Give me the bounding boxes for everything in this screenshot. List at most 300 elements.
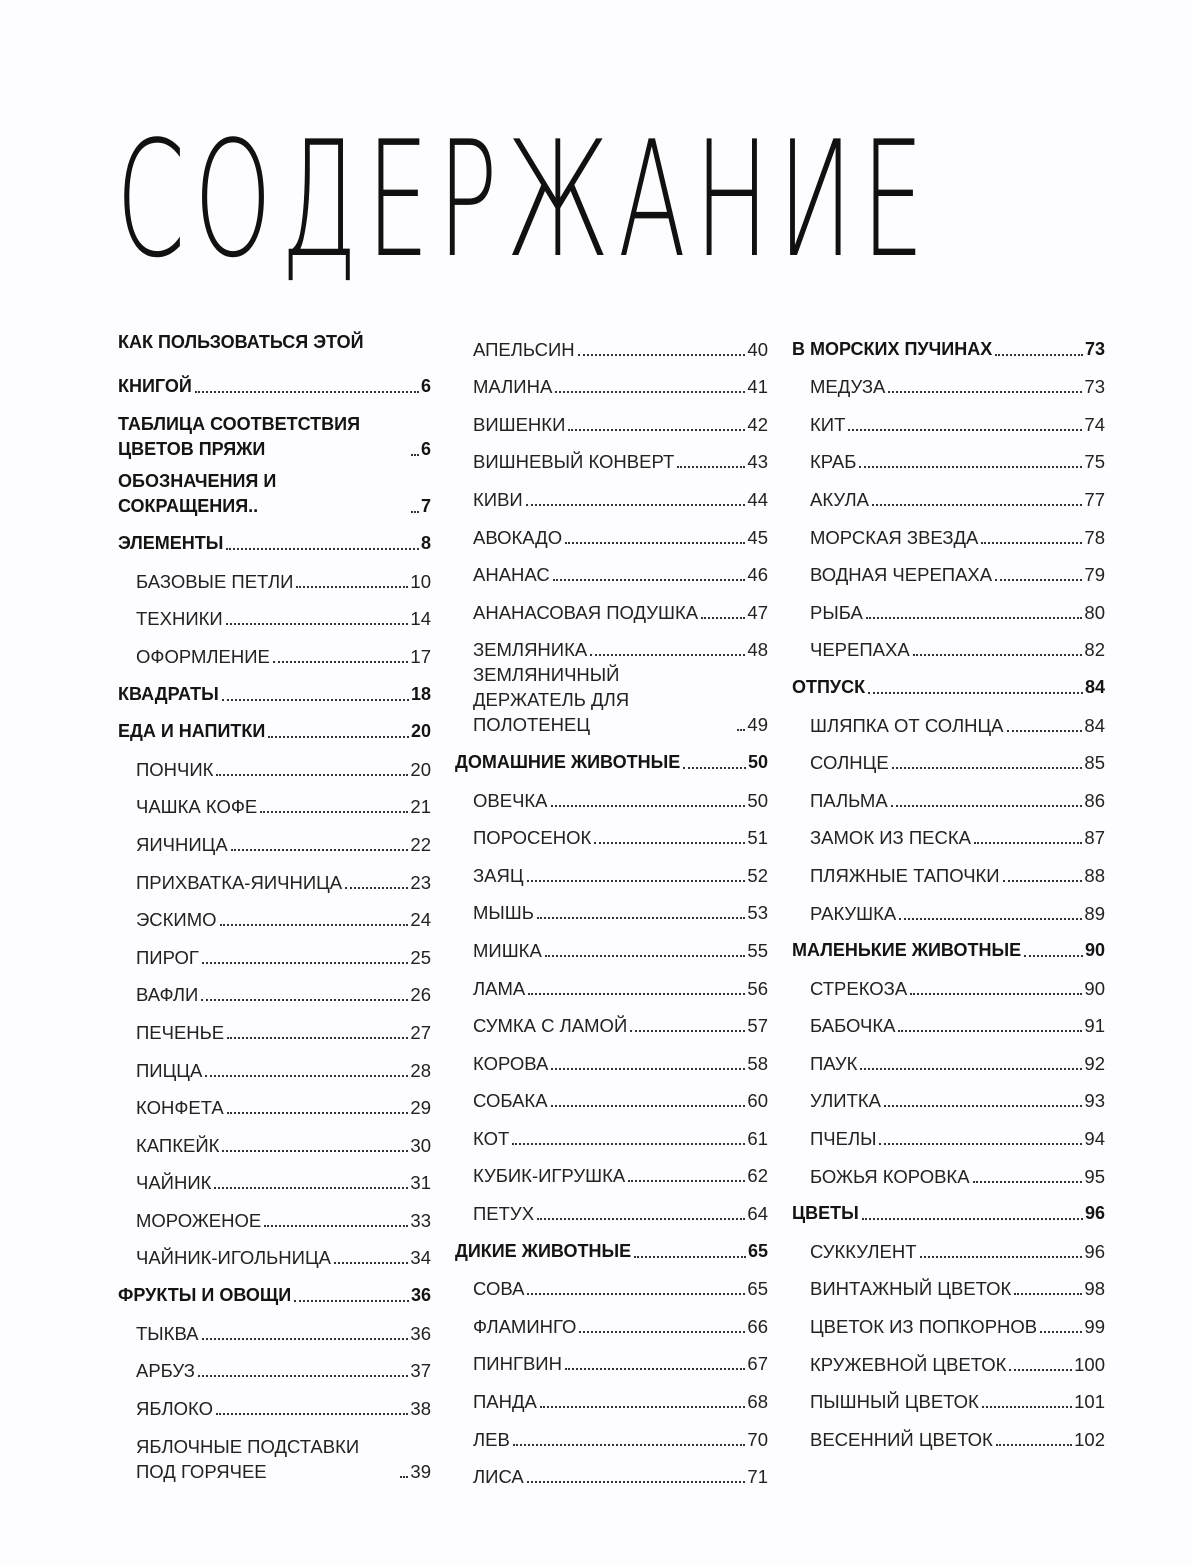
toc-item bbox=[455, 1264, 768, 1302]
toc-page-number: 29 bbox=[410, 1097, 431, 1119]
toc-entry-title: ЛИСА bbox=[473, 1466, 524, 1488]
toc-page-number: 23 bbox=[410, 871, 431, 893]
toc-entry-title: ВИНТАЖНЫЙ ЦВЕТОК bbox=[810, 1278, 1012, 1300]
toc-page-number: 98 bbox=[1084, 1278, 1105, 1300]
toc-entry-title: ФРУКТЫ И ОВОЩИ bbox=[118, 1285, 292, 1306]
toc-section bbox=[792, 926, 1105, 964]
toc-page-number: 44 bbox=[747, 488, 768, 510]
toc-item bbox=[455, 1001, 768, 1039]
toc-page-number: 34 bbox=[410, 1247, 431, 1269]
toc-entry-title: КОНФЕТА bbox=[136, 1097, 224, 1119]
dot-leader bbox=[981, 542, 1082, 544]
toc-page-number: 33 bbox=[410, 1209, 431, 1231]
toc-item bbox=[118, 970, 431, 1008]
toc-entry-title: ВИШЕНКИ bbox=[473, 413, 566, 435]
toc-item bbox=[455, 362, 768, 400]
toc-entry-title: ЦВЕТЫ bbox=[792, 1203, 859, 1224]
toc-entry-title: ТЫКВА bbox=[136, 1322, 199, 1344]
toc-item bbox=[118, 556, 431, 594]
dot-leader bbox=[296, 586, 408, 588]
toc-page-number: 93 bbox=[1084, 1090, 1105, 1112]
toc-page-number: 6 bbox=[420, 438, 431, 459]
toc-entry-title: АВОКАДО bbox=[473, 526, 563, 548]
toc-entry-title: ЧАЙНИК bbox=[136, 1172, 212, 1194]
dot-leader bbox=[860, 1068, 1082, 1070]
toc-entry-title: СОЛНЦЕ bbox=[810, 752, 889, 774]
toc-page-number: 20 bbox=[410, 758, 431, 780]
toc-page-number: 70 bbox=[747, 1428, 768, 1450]
dot-leader bbox=[1003, 880, 1083, 882]
toc-entry-title: ВОДНАЯ ЧЕРЕПАХА bbox=[810, 564, 993, 586]
toc-page-number: 24 bbox=[410, 909, 431, 931]
toc-entry-title: АНАНАС bbox=[473, 564, 550, 586]
toc-entry-title: СУККУЛЕНТ bbox=[810, 1240, 917, 1262]
toc-item bbox=[792, 1339, 1105, 1377]
toc-entry-title: ПОРОСЕНОК bbox=[473, 827, 592, 849]
toc-page-number: 26 bbox=[410, 984, 431, 1006]
toc-item bbox=[792, 474, 1105, 512]
toc-page-number: 8 bbox=[420, 533, 431, 554]
toc-page-number: 49 bbox=[747, 714, 768, 736]
toc-entry-title: ЭЛЕМЕНТЫ bbox=[118, 533, 224, 554]
toc-page-number: 100 bbox=[1074, 1353, 1105, 1375]
toc-item bbox=[792, 1001, 1105, 1039]
dot-leader bbox=[590, 654, 745, 656]
toc-section bbox=[118, 324, 431, 361]
toc-page-number: 73 bbox=[1084, 338, 1105, 359]
dot-leader bbox=[273, 661, 409, 663]
toc-page-number: 28 bbox=[410, 1059, 431, 1081]
toc-item bbox=[455, 512, 768, 550]
dot-leader bbox=[222, 1150, 408, 1152]
toc-item bbox=[455, 625, 768, 663]
toc-item bbox=[455, 1038, 768, 1076]
dot-leader bbox=[260, 811, 408, 813]
toc-entry-title: КИВИ bbox=[473, 488, 523, 510]
dot-leader bbox=[216, 774, 408, 776]
toc-entry-title: ЧАЙНИК-ИГОЛЬНИЦА bbox=[136, 1247, 331, 1269]
toc-entry-title: СТРЕКОЗА bbox=[810, 977, 908, 999]
dot-leader bbox=[411, 511, 419, 513]
toc-page-number: 58 bbox=[747, 1052, 768, 1074]
toc-entry-title: ЯБЛОКО bbox=[136, 1397, 213, 1419]
toc-item bbox=[792, 587, 1105, 625]
toc-entry-title: ПОНЧИК bbox=[136, 758, 214, 780]
toc-column-2 bbox=[455, 324, 768, 1489]
toc-item bbox=[455, 1339, 768, 1377]
toc-item bbox=[455, 963, 768, 1001]
toc-entry-title: АПЕЛЬСИН bbox=[473, 338, 575, 360]
toc-entry-title: МЫШЬ bbox=[473, 902, 534, 924]
dot-leader bbox=[512, 1143, 745, 1145]
dot-leader bbox=[868, 692, 1083, 694]
toc-page-number: 30 bbox=[410, 1134, 431, 1156]
dot-leader bbox=[594, 842, 745, 844]
toc-page-number: 51 bbox=[747, 827, 768, 849]
dot-leader bbox=[545, 955, 746, 957]
toc-page-number: 96 bbox=[1084, 1240, 1105, 1262]
toc-entry-title: ЭСКИМО bbox=[136, 909, 217, 931]
toc-page-number: 87 bbox=[1084, 827, 1105, 849]
dot-leader bbox=[227, 1037, 408, 1039]
toc-page-number: 46 bbox=[747, 564, 768, 586]
toc-entry-title: ПАНДА bbox=[473, 1391, 537, 1413]
toc-item bbox=[118, 1346, 431, 1384]
toc-item bbox=[118, 1158, 431, 1196]
toc-item bbox=[118, 1233, 431, 1271]
toc-page-number: 89 bbox=[1084, 902, 1105, 924]
toc-item bbox=[455, 1151, 768, 1189]
toc-item bbox=[118, 782, 431, 820]
toc-entry-title: МИШКА bbox=[473, 939, 542, 961]
dot-leader bbox=[526, 504, 746, 506]
toc-entry-title: ПЧЕЛЫ bbox=[810, 1128, 877, 1150]
toc-item bbox=[455, 1452, 768, 1490]
toc-entry-title: ЯБЛОЧНЫЕ ПОДСТАВКИ ПОД ГОРЯЧЕЕ bbox=[136, 1435, 360, 1482]
dot-leader bbox=[201, 999, 408, 1001]
dot-leader bbox=[862, 1218, 1083, 1220]
toc-entry-title: КНИГОЙ bbox=[118, 375, 192, 396]
toc-entry-title: ОФОРМЛЕНИЕ bbox=[136, 645, 270, 667]
toc-entry-title: ДОМАШНИЕ ЖИВОТНЫЕ bbox=[455, 751, 681, 772]
toc-page-number: 90 bbox=[1084, 940, 1105, 961]
dot-leader bbox=[202, 1338, 409, 1340]
toc-section bbox=[118, 669, 431, 707]
dot-leader bbox=[231, 849, 409, 851]
toc-item bbox=[792, 888, 1105, 926]
toc-page-number: 31 bbox=[410, 1172, 431, 1194]
toc-item bbox=[455, 1414, 768, 1452]
dot-leader bbox=[973, 1181, 1083, 1183]
dot-leader bbox=[268, 736, 409, 738]
toc-entry-title: ЗЕМЛЯНИЧНЫЙ ДЕРЖАТЕЛЬ ДЛЯ ПОЛОТЕНЕЦ bbox=[473, 664, 630, 736]
toc-item bbox=[792, 700, 1105, 738]
dot-leader bbox=[226, 548, 419, 550]
toc-page-number: 102 bbox=[1074, 1428, 1105, 1450]
dot-leader bbox=[996, 1444, 1072, 1446]
toc-entry-title: ПЫШНЫЙ ЦВЕТОК bbox=[810, 1391, 979, 1413]
toc-item bbox=[455, 1376, 768, 1414]
toc-entry-title: ВИШНЕВЫЙ КОНВЕРТ bbox=[473, 451, 675, 473]
dot-leader bbox=[879, 1143, 1082, 1145]
dot-leader bbox=[227, 1112, 409, 1114]
toc-entry-title: ФЛАМИНГО bbox=[473, 1315, 577, 1337]
toc-entry-title: ШЛЯПКА ОТ СОЛНЦА bbox=[810, 714, 1004, 736]
toc-page-number: 38 bbox=[410, 1397, 431, 1419]
dot-leader bbox=[974, 842, 1082, 844]
toc-entry-title: ЯИЧНИЦА bbox=[136, 833, 228, 855]
toc-section bbox=[118, 399, 431, 462]
toc-page-number: 86 bbox=[1084, 789, 1105, 811]
toc-item bbox=[455, 813, 768, 851]
toc-item bbox=[792, 1264, 1105, 1302]
toc-entry-title: ПЕТУХ bbox=[473, 1203, 535, 1225]
toc-entry-title: ЗЕМЛЯНИКА bbox=[473, 639, 588, 661]
toc-entry-title: ЛЕВ bbox=[473, 1428, 510, 1450]
toc-item bbox=[792, 1038, 1105, 1076]
toc-column-3 bbox=[792, 324, 1105, 1452]
toc-item bbox=[792, 512, 1105, 550]
toc-page-number: 99 bbox=[1084, 1316, 1105, 1338]
dot-leader bbox=[551, 1068, 745, 1070]
dot-leader bbox=[995, 354, 1083, 356]
dot-leader bbox=[202, 962, 408, 964]
toc-page-number: 52 bbox=[747, 864, 768, 886]
dot-leader bbox=[216, 1413, 408, 1415]
toc-entry-title: КРАБ bbox=[810, 451, 857, 473]
toc-entry-title: ПАЛЬМА bbox=[810, 789, 888, 811]
dot-leader bbox=[555, 391, 745, 393]
dot-leader bbox=[579, 1331, 745, 1333]
toc-page-number: 68 bbox=[747, 1391, 768, 1413]
toc-item bbox=[118, 1421, 431, 1484]
toc-entry-title: ЕДА И НАПИТКИ bbox=[118, 721, 266, 742]
toc-page-number: 75 bbox=[1084, 451, 1105, 473]
toc-page-number: 50 bbox=[747, 789, 768, 811]
toc-item bbox=[455, 850, 768, 888]
dot-leader bbox=[848, 429, 1082, 431]
toc-item bbox=[792, 963, 1105, 1001]
toc-item bbox=[792, 625, 1105, 663]
toc-item bbox=[118, 857, 431, 895]
toc-entry-title: БОЖЬЯ КОРОВКА bbox=[810, 1165, 970, 1187]
toc-entry-title: АРБУЗ bbox=[136, 1360, 195, 1382]
toc-item bbox=[118, 932, 431, 970]
toc-item bbox=[455, 1188, 768, 1226]
toc-item bbox=[792, 850, 1105, 888]
toc-page-number: 47 bbox=[747, 601, 768, 623]
toc-page-number: 18 bbox=[410, 683, 431, 704]
toc-item bbox=[792, 1301, 1105, 1339]
toc-entry-title: БАЗОВЫЕ ПЕТЛИ bbox=[136, 570, 294, 592]
toc-page-number: 88 bbox=[1084, 864, 1105, 886]
toc-entry-title: ВАФЛИ bbox=[136, 984, 199, 1006]
dot-leader bbox=[222, 699, 409, 701]
dot-leader bbox=[537, 1218, 745, 1220]
toc-entry-title: МОРОЖЕНОЕ bbox=[136, 1209, 262, 1231]
dot-leader bbox=[527, 880, 746, 882]
dot-leader bbox=[859, 466, 1082, 468]
toc-entry-title: АКУЛА bbox=[810, 488, 869, 510]
toc-entry-title: ЗАЯЦ bbox=[473, 864, 524, 886]
toc-page-number: 65 bbox=[747, 1240, 768, 1261]
toc-item bbox=[455, 662, 768, 737]
toc-entry-title: ВЕСЕННИЙ ЦВЕТОК bbox=[810, 1428, 993, 1450]
toc-entry-title: ЗАМОК ИЗ ПЕСКА bbox=[810, 827, 971, 849]
toc-page-number: 25 bbox=[410, 946, 431, 968]
toc-item bbox=[792, 550, 1105, 588]
toc-item bbox=[118, 1083, 431, 1121]
toc-section bbox=[792, 324, 1105, 362]
toc-entry-title: ОТПУСК bbox=[792, 676, 866, 697]
toc-page-number: 17 bbox=[410, 645, 431, 667]
toc-entry-title: КАК ПОЛЬЗОВАТЬСЯ ЭТОЙ bbox=[118, 332, 364, 352]
dot-leader bbox=[910, 993, 1082, 995]
dot-leader bbox=[888, 391, 1082, 393]
toc-item bbox=[118, 594, 431, 632]
toc-entry-title: КВАДРАТЫ bbox=[118, 683, 219, 704]
toc-item bbox=[455, 1076, 768, 1114]
dot-leader bbox=[920, 1256, 1083, 1258]
toc-entry-title: КУБИК-ИГРУШКА bbox=[473, 1165, 626, 1187]
toc-section bbox=[792, 1189, 1105, 1227]
toc-entry-title: В МОРСКИХ ПУЧИНАХ bbox=[792, 338, 993, 359]
dot-leader bbox=[195, 391, 419, 393]
dot-leader bbox=[551, 805, 746, 807]
toc-item bbox=[118, 1007, 431, 1045]
toc-section bbox=[118, 1270, 431, 1308]
dot-leader bbox=[578, 354, 746, 356]
toc-entry-title: МЕДУЗА bbox=[810, 376, 886, 398]
dot-leader bbox=[513, 1444, 746, 1446]
toc-page-number: 82 bbox=[1084, 639, 1105, 661]
toc-page-number: 66 bbox=[747, 1315, 768, 1337]
toc-item bbox=[455, 1301, 768, 1339]
dot-leader bbox=[899, 918, 1082, 920]
toc-page-number: 62 bbox=[747, 1165, 768, 1187]
toc-page-number: 27 bbox=[410, 1021, 431, 1043]
toc-entry-title: СОВА bbox=[473, 1278, 525, 1300]
toc-page-number: 43 bbox=[747, 451, 768, 473]
dot-leader bbox=[677, 466, 745, 468]
toc-entry-title: РАКУШКА bbox=[810, 902, 897, 924]
toc-section bbox=[118, 462, 431, 519]
dot-leader bbox=[294, 1300, 409, 1302]
dot-leader bbox=[528, 993, 745, 995]
toc-item bbox=[792, 1377, 1105, 1415]
toc-item bbox=[455, 888, 768, 926]
toc-item bbox=[792, 1113, 1105, 1151]
toc-item bbox=[792, 362, 1105, 400]
toc-page-number: 74 bbox=[1084, 413, 1105, 435]
toc-page-number: 94 bbox=[1084, 1128, 1105, 1150]
toc-page-number: 55 bbox=[747, 939, 768, 961]
toc-item bbox=[455, 550, 768, 588]
toc-entry-title: КОТ bbox=[473, 1127, 510, 1149]
toc-page-number: 48 bbox=[747, 639, 768, 661]
toc-page-number: 65 bbox=[747, 1278, 768, 1300]
dot-leader bbox=[866, 617, 1083, 619]
toc-section bbox=[118, 707, 431, 745]
dot-leader bbox=[205, 1075, 408, 1077]
toc-item bbox=[118, 895, 431, 933]
dot-leader bbox=[737, 729, 745, 731]
toc-entry-title: ПЕЧЕНЬЕ bbox=[136, 1021, 225, 1043]
toc-entry-title: ОБОЗНАЧЕНИЯ И СОКРАЩЕНИЯ.. bbox=[118, 470, 277, 516]
toc-entry-title: РЫБА bbox=[810, 601, 863, 623]
toc-page-number: 22 bbox=[410, 833, 431, 855]
dot-leader bbox=[891, 805, 1083, 807]
dot-leader bbox=[898, 1030, 1082, 1032]
dot-leader bbox=[1014, 1293, 1082, 1295]
toc-item bbox=[792, 775, 1105, 813]
toc-entry-title: ПРИХВАТКА-ЯИЧНИЦА bbox=[136, 871, 343, 893]
dot-leader bbox=[537, 917, 746, 919]
toc-page-number: 42 bbox=[747, 413, 768, 435]
toc-entry-title: ДИКИЕ ЖИВОТНЫЕ bbox=[455, 1240, 632, 1261]
toc-page-number: 56 bbox=[747, 977, 768, 999]
toc-item bbox=[455, 1113, 768, 1151]
dot-leader bbox=[214, 1187, 408, 1189]
toc-item bbox=[118, 631, 431, 669]
toc-entry-title: ПИРОГ bbox=[136, 946, 199, 968]
toc-page-number: 7 bbox=[420, 495, 431, 516]
dot-leader bbox=[551, 1105, 746, 1107]
toc-page-number: 6 bbox=[420, 375, 431, 396]
dot-leader bbox=[892, 767, 1083, 769]
toc-entry-title: ЧАШКА КОФЕ bbox=[136, 796, 258, 818]
toc-page-number: 77 bbox=[1084, 488, 1105, 510]
toc-section bbox=[118, 361, 431, 399]
toc-item bbox=[118, 1383, 431, 1421]
toc-item bbox=[455, 775, 768, 813]
toc-entry-title: ПИНГВИН bbox=[473, 1353, 562, 1375]
toc-entry-title: УЛИТКА bbox=[810, 1090, 881, 1112]
toc-page-number: 64 bbox=[747, 1203, 768, 1225]
toc-item bbox=[792, 437, 1105, 475]
toc-item bbox=[455, 474, 768, 512]
toc-entry-title: МОРСКАЯ ЗВЕЗДА bbox=[810, 526, 979, 548]
toc-item bbox=[118, 744, 431, 782]
dot-leader bbox=[264, 1225, 408, 1227]
toc-page-number: 40 bbox=[747, 338, 768, 360]
dot-leader bbox=[913, 654, 1083, 656]
toc-page-number: 80 bbox=[1084, 601, 1105, 623]
toc-item bbox=[118, 1308, 431, 1346]
toc-entry-title: СУМКА С ЛАМОЙ bbox=[473, 1015, 628, 1037]
toc-item bbox=[455, 324, 768, 362]
toc-page-number: 60 bbox=[747, 1090, 768, 1112]
toc-entry-title: АНАНАСОВАЯ ПОДУШКА bbox=[473, 601, 699, 623]
toc-page-number: 96 bbox=[1084, 1203, 1105, 1224]
toc-page-number: 45 bbox=[747, 526, 768, 548]
toc-page-number: 41 bbox=[747, 376, 768, 398]
dot-leader bbox=[527, 1481, 746, 1483]
toc-entry-title: ПАУК bbox=[810, 1052, 858, 1074]
toc-page-number: 57 bbox=[747, 1015, 768, 1037]
dot-leader bbox=[982, 1406, 1072, 1408]
toc-item bbox=[792, 1151, 1105, 1189]
dot-leader bbox=[334, 1262, 408, 1264]
toc-entry-title: ОВЕЧКА bbox=[473, 789, 548, 811]
toc-page-number: 90 bbox=[1084, 977, 1105, 999]
toc-item bbox=[118, 819, 431, 857]
dot-leader bbox=[995, 579, 1082, 581]
toc-entry-title: СОБАКА bbox=[473, 1090, 548, 1112]
toc-item bbox=[455, 587, 768, 625]
toc-page-number: 73 bbox=[1084, 376, 1105, 398]
toc-entry-title: ТАБЛИЦА СООТВЕТСТВИЯ ЦВЕТОВ ПРЯЖИ bbox=[118, 413, 361, 459]
toc-entry-title: МАЛЕНЬКИЕ ЖИВОТНЫЕ bbox=[792, 940, 1022, 961]
dot-leader bbox=[1007, 730, 1083, 732]
dot-leader bbox=[527, 1293, 745, 1295]
toc-entry-title: ЦВЕТОК ИЗ ПОПКОРНОВ bbox=[810, 1316, 1038, 1338]
toc-entry-title: КОРОВА bbox=[473, 1052, 549, 1074]
toc-page-number: 79 bbox=[1084, 564, 1105, 586]
toc-section bbox=[455, 737, 768, 775]
toc-entry-title: КАПКЕЙК bbox=[136, 1134, 220, 1156]
toc-page-number: 85 bbox=[1084, 752, 1105, 774]
dot-leader bbox=[634, 1256, 746, 1258]
toc-item bbox=[118, 1045, 431, 1083]
toc-entry-title: ПЛЯЖНЫЕ ТАПОЧКИ bbox=[810, 864, 1000, 886]
toc-item bbox=[118, 1195, 431, 1233]
toc-item bbox=[792, 1076, 1105, 1114]
toc-page-number: 92 bbox=[1084, 1052, 1105, 1074]
dot-leader bbox=[226, 623, 409, 625]
dot-leader bbox=[565, 1368, 745, 1370]
dot-leader bbox=[872, 504, 1082, 506]
